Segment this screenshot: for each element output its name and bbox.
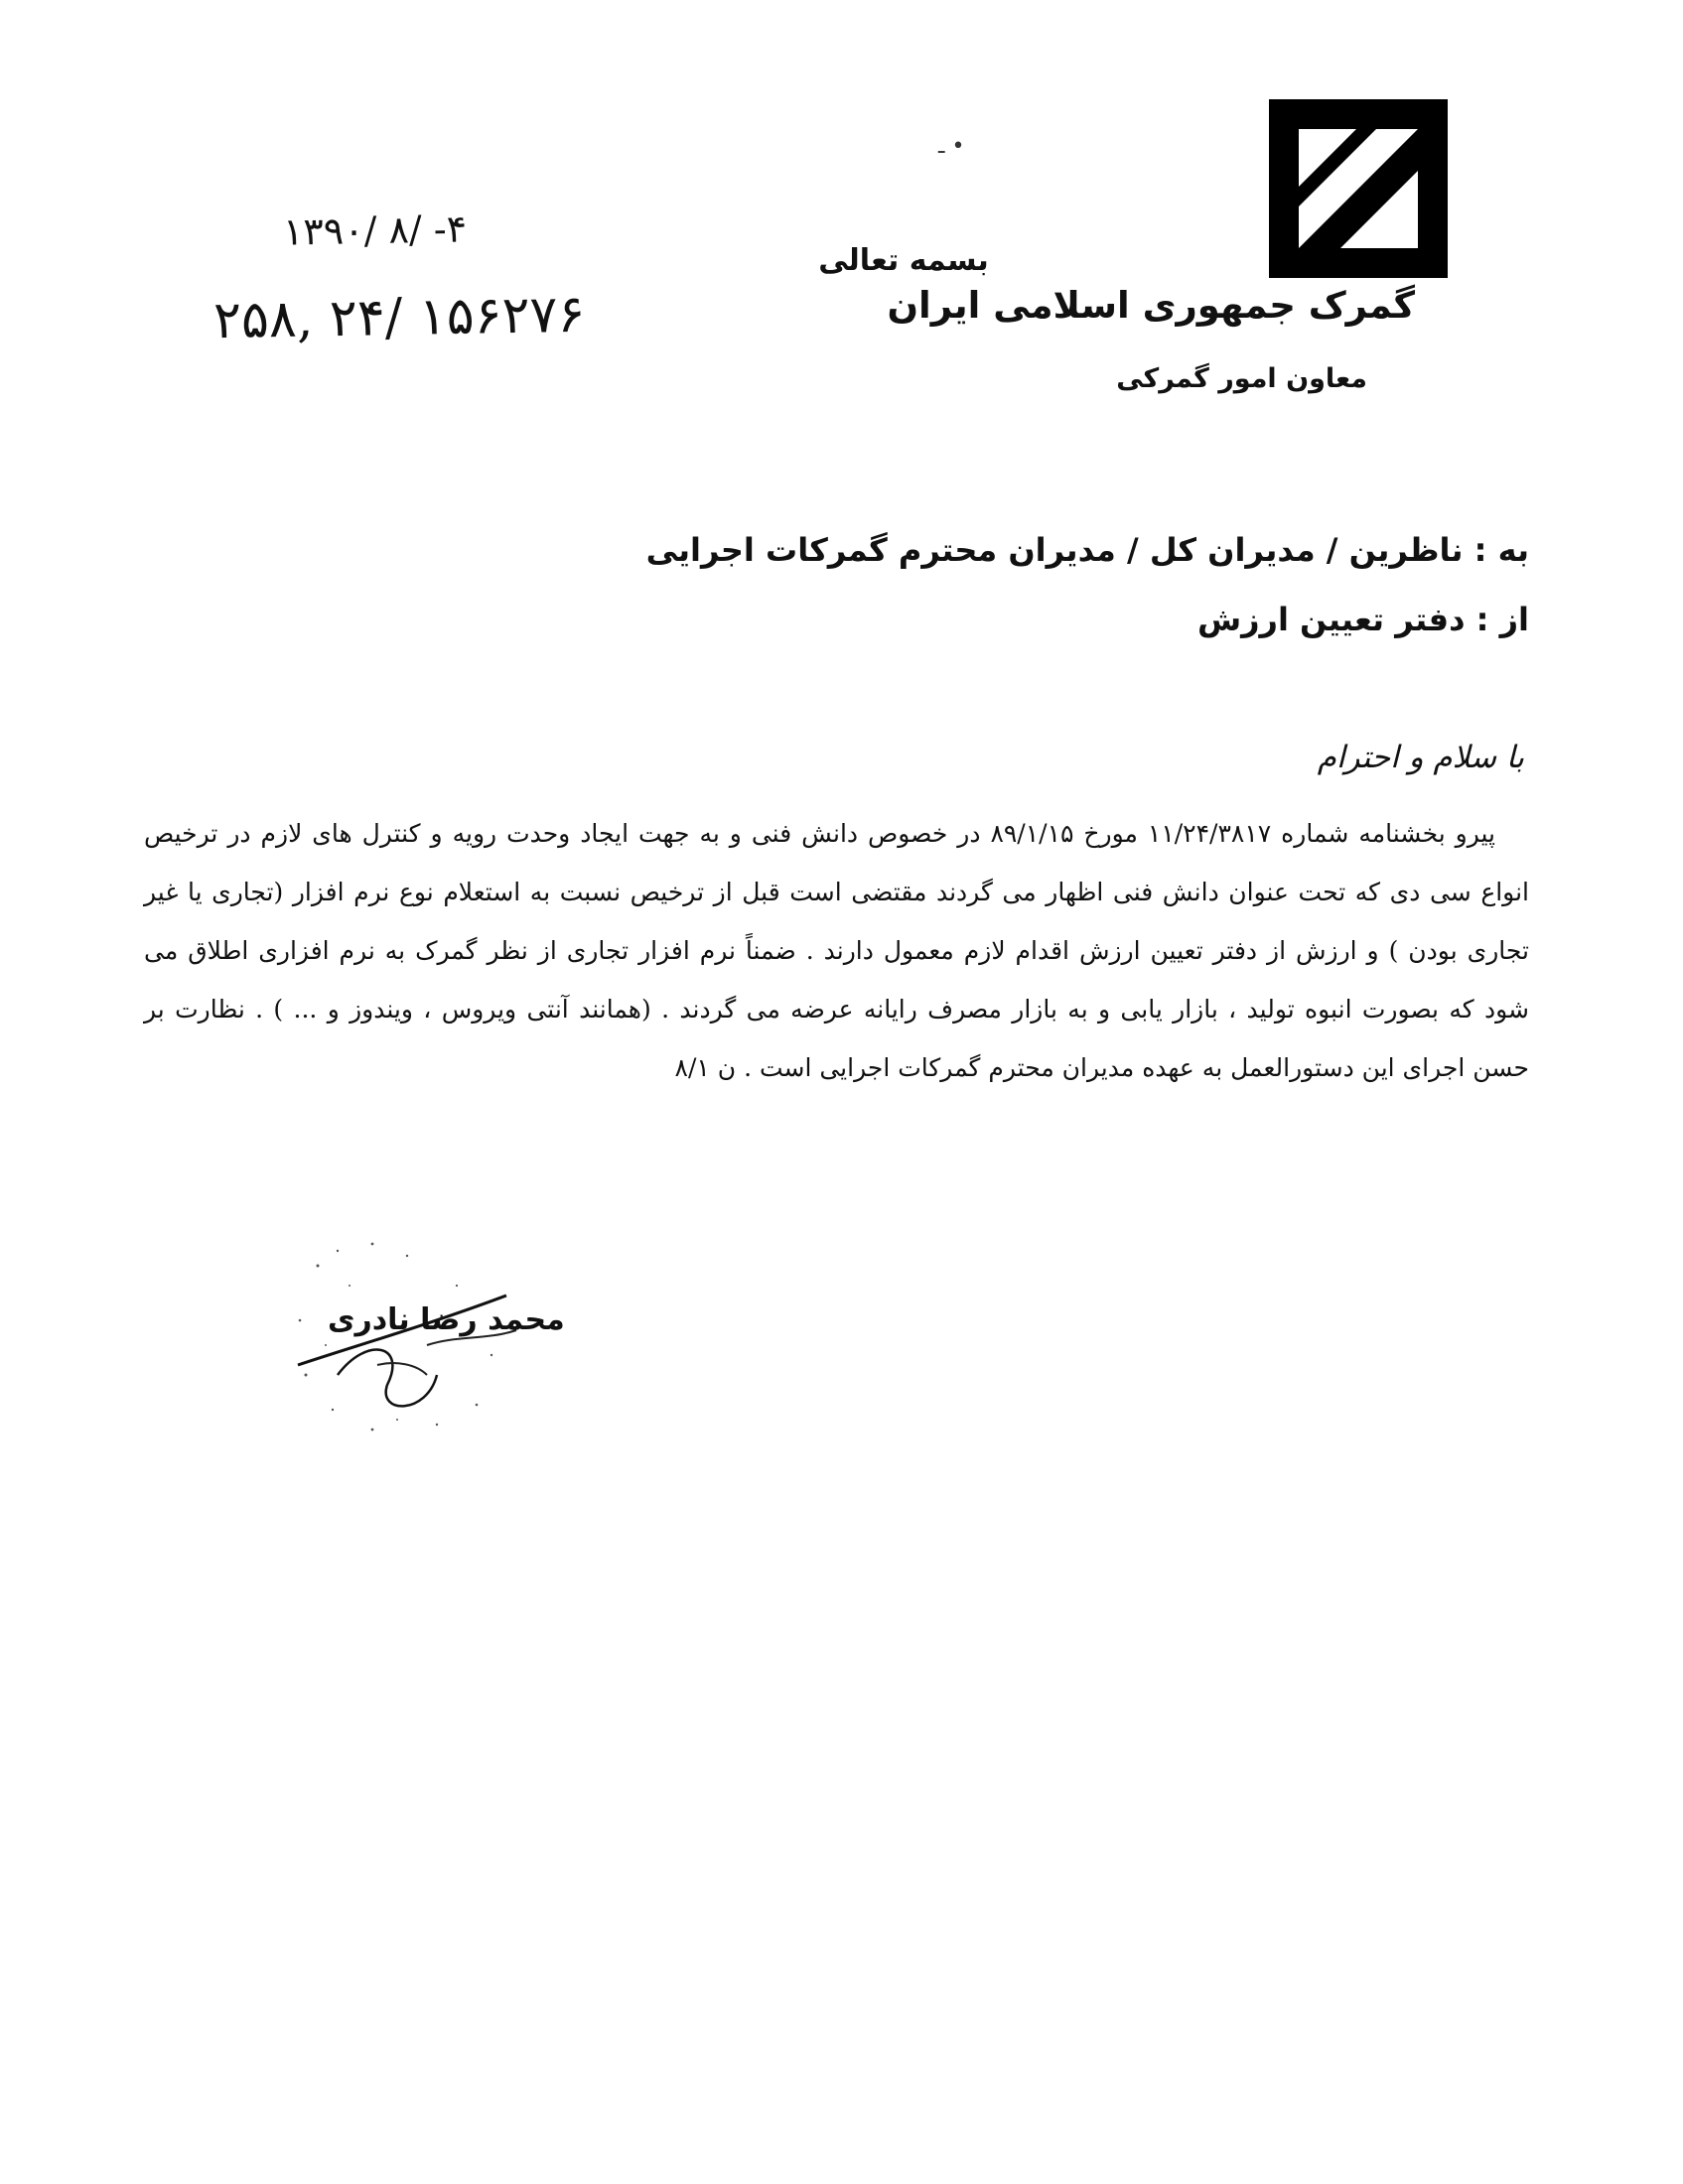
signature-stamp: [278, 1226, 596, 1454]
signer-name: محمد رضا نادری: [328, 1302, 565, 1337]
letter-number: ۲۵۸, ۲۴/ ۱۵۶۲۷۶: [212, 284, 586, 351]
recipient-line: به : ناظرین / مدیران کل / مدیران محترم گمرکات اجرایی: [645, 531, 1529, 569]
organization-name: گمرک جمهوری اسلامی ایران: [887, 284, 1415, 327]
letter-date: ۱۳۹۰/ ۸/ -۴: [282, 206, 468, 254]
customs-logo: [1269, 99, 1448, 278]
greeting: با سلام و احترام: [1317, 740, 1524, 775]
sender-line: از : دفتر تعیین ارزش: [1196, 601, 1529, 638]
scan-mark: ـ •: [938, 134, 965, 159]
letter-body: پیرو بخشنامه شماره ۱۱/۲۴/۳۸۱۷ مورخ ۸۹/۱/۱۵ در خصوص دانش فنی و به جهت ایجاد وحدت رویه و کنترل های لازم در ترخیص انواع سی دی که تحت عنوان دانش فنی اظهار می گردند مقتضی است قبل از ترخیص نسبت به استعلام نوع نرم افزار (تجاری یا غیر تجاری بودن ) و ارزش از دفتر تعیین ارزش اقدام لازم معمول دارند . ضمناً نرم افزار تجاری از نظر گمرک به نرم افزاری اطلاق می شود که بصورت انبوه تولید ، بازار یابی و به بازار مصرف رایانه عرضه می گردند . (همانند آنتی ویروس ، ویندوز و ... ) . نظارت بر حسن اجرای این دستورالعمل به عهده مدیران محترم گمرکات اجرایی است . ن ۸/۱: [144, 819, 1529, 1082]
department-name: معاون امور گمرکی: [1116, 363, 1367, 394]
basmala-heading: بسمه تعالی: [818, 243, 989, 278]
